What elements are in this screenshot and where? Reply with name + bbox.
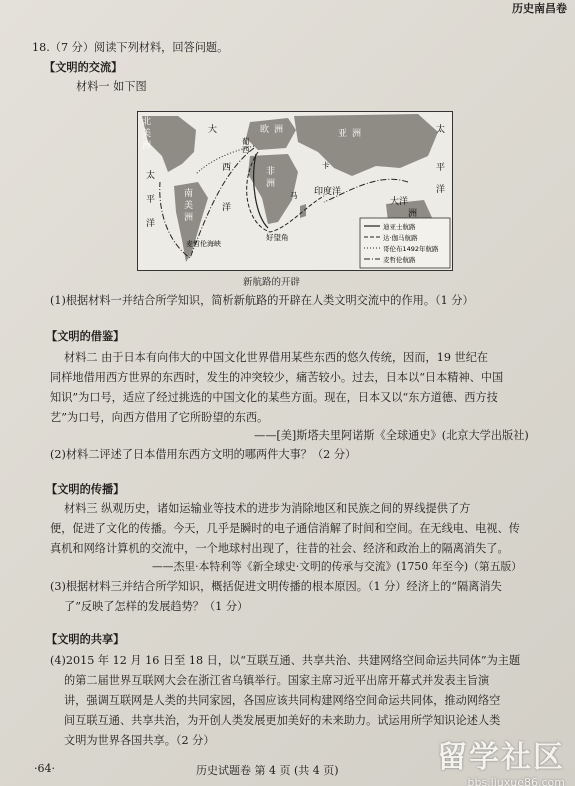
section-heading-exchange: 【文明的交流】 — [44, 60, 123, 74]
material-two-line: 材料二 由于日本有向伟大的中国文化世界借用某些东西的悠久传统，因而，19 世纪在 — [64, 351, 489, 364]
map-label-atlantic: 大 — [208, 125, 218, 135]
material-two-line: 知识”为口号，适应了经过挑选的中国文化的某些方面。现在，日本又以“东方道德、西方技 — [50, 391, 498, 404]
material-three-line: 真机和网络计算机的交流中，一个地球村出现了，往昔的社会、经济和政治上的隔离消失了。 — [50, 542, 509, 555]
question-1: (1)根据材料一并结合所学知识，简析新航路的开辟在人类文明交流中的作用。（1 分） — [50, 294, 474, 307]
map-label-oceania: 大洋 — [390, 197, 409, 207]
material-two-line: 同样地借用西方世界的东西时，发生的冲突较少，痛苦较小。过去，日本以“日本精神、中国 — [50, 371, 504, 384]
material-three-source: ——杰里·本特利等《新全球史·文明的传承与交流》(1750 年至今)（第五版） — [152, 560, 523, 573]
page-number: ·64· — [34, 762, 55, 775]
madagascar-shape — [300, 204, 306, 218]
map-label-portugal: 葡 — [242, 137, 250, 146]
map-label-eu: 洲 — [274, 125, 284, 135]
watermark-url: bbs.liuxue86.com — [467, 776, 565, 786]
material-two-line: 艺”为口号，向西方借用了它所盼望的东西。 — [50, 411, 269, 424]
map-label-sa: 美 — [184, 201, 194, 211]
map-label-na: 美 — [142, 129, 152, 139]
question-4-line: 讲，强调互联网是人类的共同家园，各国应该共同构建网络空间命运共同体，推动网络空 — [64, 694, 501, 707]
map-label-na: 北 — [142, 117, 152, 127]
europe-shape — [246, 118, 296, 150]
map-label-atlantic: 洋 — [222, 203, 232, 213]
material-three-line: 便，促进了文化的传播。今天，几乎是瞬时的电子通信消解了时间和空间。在无线电、电视、传 — [50, 522, 520, 535]
bleed-through-text — [30, 6, 40, 21]
map-label-pacific: 平 — [146, 195, 156, 205]
section-heading-spread: 【文明的传播】 — [46, 482, 125, 496]
map-label-as: 洲 — [352, 129, 362, 139]
question-4-line: 文明为世界各国共享。（2 分） — [64, 734, 215, 747]
question-3-line: 了”反映了怎样的发展趋势？（1 分） — [64, 600, 249, 613]
material-one-intro: 材料一 如下图 — [76, 80, 147, 93]
map-label-spain: 西 — [242, 145, 250, 154]
asia-shape — [294, 114, 438, 176]
map-label-pacific: 洋 — [146, 219, 156, 229]
question-4-line: (4)2015 年 12 月 16 日至 18 日，以“互联互通、共享共治、共建网络空间命运共同体”为主题 — [50, 654, 521, 667]
map-label-pacific: 太 — [436, 125, 446, 135]
legend-entry: 哥伦布1492年航路 — [383, 245, 439, 253]
material-three-line: 材料三 纵观历史，诸如运输业等技术的进步为消除地区和民族之间的界线提供了方 — [64, 502, 471, 515]
question-3-line: (3)根据材料三并结合所学知识，概括促进文明传播的根本原因。（1 分）经济上的“隔离消失 — [50, 580, 502, 593]
question-stem: 18.（7 分）阅读下列材料，回答问题。 — [32, 41, 229, 54]
section-heading-borrowing: 【文明的借鉴】 — [46, 329, 125, 343]
map-caption: 新航路的开辟 — [243, 277, 301, 288]
map-label-as: 亚 — [338, 129, 348, 139]
watermark-brand: 留学社区 — [437, 740, 565, 775]
paper-corner-label: 历史南昌卷 — [512, 2, 567, 15]
question-4-line: 的第二届世界互联网大会在浙江省乌镇举行。国家主席习近平出席开幕式并发表主旨演 — [64, 674, 490, 687]
map-label-na: 洲 — [142, 141, 152, 151]
legend-entry: 麦哲伦航路 — [383, 256, 416, 264]
question-4-line: 间互联互通、共享共治，为开创人类发展更加美好的未来助力。试运用所学知识论述人类 — [64, 714, 501, 727]
map-label-madagascar: 马 — [290, 191, 298, 200]
map-label-sa: 洲 — [184, 213, 194, 223]
footer-title: 历史试题卷 第 4 页 (共 4 页) — [196, 764, 339, 777]
map-label-af: 洲 — [266, 179, 276, 189]
map-label-af: 非 — [266, 167, 276, 177]
new-route-map — [137, 111, 453, 271]
map-label-pacific: 洋 — [436, 185, 446, 195]
map-label-indian: 印度洋 — [314, 187, 342, 197]
site-watermark — [437, 732, 565, 786]
map-label-atlantic: 西 — [222, 163, 232, 173]
legend-entry: 迪亚士航路 — [383, 223, 416, 231]
map-label-strait: 麦哲伦海峡 — [186, 240, 221, 248]
legend-entry: 达·伽马航路 — [383, 234, 418, 242]
africa-shape — [248, 154, 298, 224]
map-label-sa: 南 — [184, 189, 194, 199]
material-two-source: ——[美]斯塔夫里阿诺斯《全球通史》(北京大学出版社) — [254, 429, 529, 442]
map-label-eu: 欧 — [260, 125, 270, 135]
question-2: (2)材料二评述了日本借用东西方文明的哪两件大事？（2 分） — [50, 448, 357, 461]
map-label-pacific: 平 — [436, 163, 446, 173]
map-label-pacific: 太 — [146, 171, 156, 181]
map-label-cape: 好望角 — [266, 233, 289, 242]
map-label-india: 卡 — [322, 161, 330, 170]
section-heading-sharing: 【文明的共享】 — [46, 632, 125, 646]
map-label-oceania: 洲 — [408, 209, 418, 219]
